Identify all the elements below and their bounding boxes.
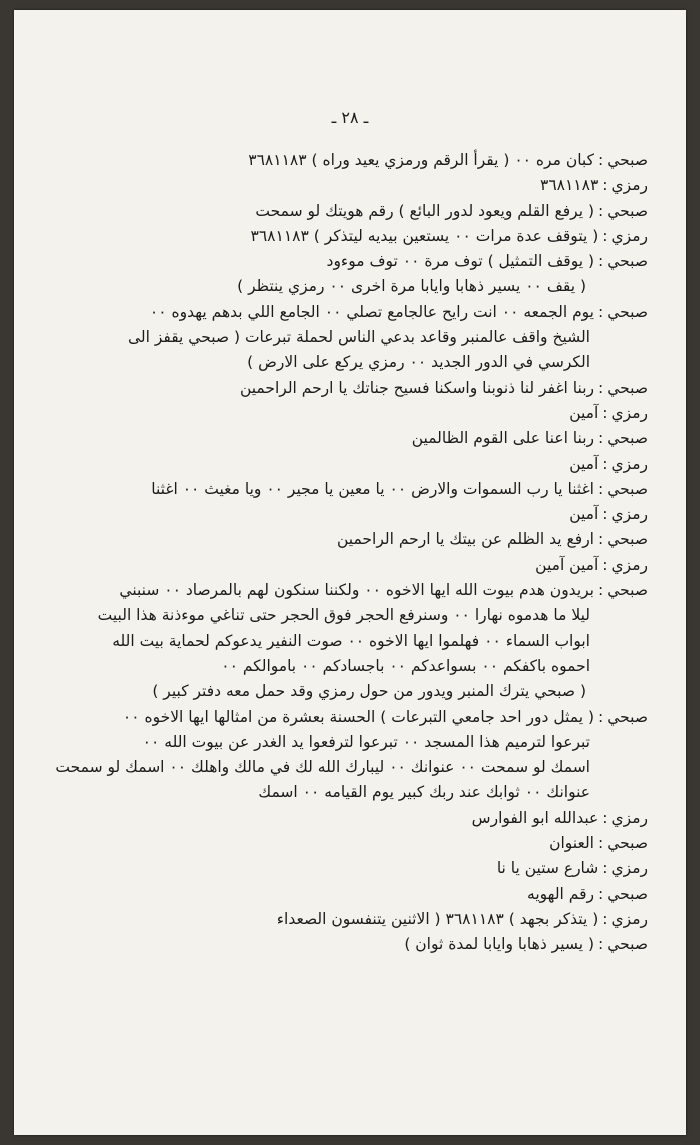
dialogue-line: صبحي:يوم الجمعه ٠٠ انت رايح عالجامع تصلي ٠٠ الجامع اللي بدهم يهدوه ٠٠	[84, 300, 648, 325]
speaker-name: رمزي	[611, 859, 648, 878]
speaker-name: صبحي	[607, 378, 648, 397]
paper-page	[14, 10, 686, 1135]
page-number: ـ ٢٨ ـ	[331, 108, 369, 127]
continuation-line: احموه باكفكم ٠٠ بسواعدكم ٠٠ باجسادكم ٠٠ باموالكم ٠٠	[221, 656, 590, 675]
speaker-name: صبحي	[607, 884, 648, 903]
line-text: آمين	[569, 454, 599, 473]
line-text: اغثنا يا رب السموات والارض ٠٠ يا معين يا مجير ٠٠ ويا مغيث ٠٠ اغثنا	[151, 479, 594, 498]
speaker-name: صبحي	[607, 707, 648, 726]
speaker-name: صبحي	[607, 201, 648, 220]
dialogue-line: صبحي:العنوان	[84, 831, 648, 856]
speaker-name: صبحي	[607, 935, 648, 954]
dialogue-line: رمزي:آمين آمين	[84, 553, 648, 578]
continuation-line: ابواب السماء ٠٠ فهلموا ايها الاخوه ٠٠ صوت النفير يدعوكم لحماية بيت الله	[112, 631, 590, 650]
dialogue-line: صبحي:كبان مره ٠٠ ( يقرأ الرقم ورمزي يعيد وراه ) ٣٦٨١١٨٣	[84, 148, 648, 173]
script-body	[55, 148, 648, 958]
continuation-line: عنوانك ٠٠ ثوابك عند ربك كبير يوم القيامه ٠٠ اسمك	[258, 783, 590, 802]
line-text: ( يسير ذهابا وايابا لمدة ثوان )	[404, 935, 594, 954]
dialogue-line: صبحي:ارفع يد الظلم عن بيتك يا ارحم الراحمين	[84, 527, 648, 552]
dialogue-line: رمزي:آمين	[84, 401, 648, 426]
line-text: بريدون هدم بيوت الله ايها الاخوه ٠٠ ولكننا سنكون لهم بالمرصاد ٠٠ سنبني	[119, 581, 594, 600]
line-text: ارفع يد الظلم عن بيتك يا ارحم الراحمين	[337, 530, 594, 549]
line-text: ( يرفع القلم ويعود لدور البائع ) رقم هويتك لو سمحت	[255, 201, 594, 220]
line-text: ربنا اغفر لنا ذنوبنا واسكنا فسيح جناتك يا ارحم الراحمين	[239, 378, 594, 397]
dialogue-line: رمزي:٣٦٨١١٨٣	[84, 173, 648, 198]
line-text: آمين	[569, 505, 599, 524]
dialogue-line: رمزي:( يتوقف عدة مرات ٠٠ يستعين بيديه ليتذكر ) ٣٦٨١١٨٣	[84, 224, 648, 249]
continuation-line: الشيخ واقف عالمنبر وقاعد بدعي الناس لحملة تبرعات ( صبحي يقفز الى	[127, 328, 590, 347]
speaker-name: صبحي	[607, 252, 648, 271]
line-text: ( يمثل دور احد جامعي التبرعات ) الحسنة بعشرة من امثالها ايها الاخوه ٠٠	[122, 707, 594, 726]
line-text: ( يتوقف عدة مرات ٠٠ يستعين بيديه ليتذكر ) ٣٦٨١١٨٣	[250, 226, 599, 245]
line-text: ٣٦٨١١٨٣	[540, 176, 599, 195]
speaker-name: رمزي	[611, 555, 648, 574]
speaker-name: صبحي	[607, 834, 648, 853]
line-text: شارع ستين يا نا	[496, 859, 599, 878]
speaker-name: رمزي	[611, 454, 648, 473]
line-text: عبدالله ابو الفوارس	[471, 808, 599, 827]
line-text: كبان مره ٠٠ ( يقرأ الرقم ورمزي يعيد وراه ) ٣٦٨١١٨٣	[248, 151, 594, 169]
speaker-name: رمزي	[611, 403, 648, 422]
dialogue-line: صبحي:اغثنا يا رب السموات والارض ٠٠ يا معين يا مجير ٠٠ ويا مغيث ٠٠ اغثنا	[84, 477, 648, 502]
speaker-name: صبحي	[607, 151, 648, 169]
dialogue-line: صبحي:ربنا اغفر لنا ذنوبنا واسكنا فسيح جناتك يا ارحم الراحمين	[84, 376, 648, 401]
stage-direction: ( صبحي يترك المنبر ويدور من حول رمزي وقد حمل معه دفتر كبير )	[152, 682, 586, 701]
line-text: رقم الهويه	[527, 884, 594, 903]
speaker-name: رمزي	[611, 909, 648, 928]
dialogue-line: رمزي:آمين	[84, 452, 648, 477]
dialogue-line: رمزي:( يتذكر بجهد ) ٣٦٨١١٨٣ ( الاثنين يتنفسون الصعداء	[84, 907, 648, 932]
dialogue-line: صبحي:رقم الهويه	[84, 882, 648, 907]
speaker-name: رمزي	[611, 505, 648, 524]
line-text: ( يتذكر بجهد ) ٣٦٨١١٨٣ ( الاثنين يتنفسون الصعداء	[276, 909, 599, 928]
dialogue-line: صبحي:( يرفع القلم ويعود لدور البائع ) رقم هويتك لو سمحت	[84, 199, 648, 224]
line-text: العنوان	[549, 834, 594, 853]
continuation-line: ليلا ما هدموه نهارا ٠٠ وسنرفع الحجر فوق الحجر حتى تناغي موءذنة هذا البيت	[97, 606, 590, 625]
speaker-name: رمزي	[611, 808, 648, 827]
dialogue-line: صبحي:ربنا اعنا على القوم الظالمين	[84, 426, 648, 451]
stage-direction: ( يقف ٠٠ يسير ذهابا وايابا مرة اخرى ٠٠ رمزي ينتظر )	[237, 277, 586, 296]
continuation-line: اسمك لو سمحت ٠٠ عنوانك ٠٠ ليبارك الله لك في مالك واهلك ٠٠ اسمك لو سمحت	[55, 758, 590, 777]
speaker-name: رمزي	[611, 226, 648, 245]
line-text: آمين آمين	[535, 555, 599, 574]
dialogue-line: صبحي:بريدون هدم بيوت الله ايها الاخوه ٠٠ ولكننا سنكون لهم بالمرصاد ٠٠ سنبني	[84, 578, 648, 603]
line-text: ربنا اعنا على القوم الظالمين	[411, 429, 594, 448]
continuation-line: الكرسي في الدور الجديد ٠٠ رمزي يركع على الارض )	[247, 353, 590, 372]
line-text: آمين	[569, 403, 599, 422]
speaker-name: صبحي	[607, 581, 648, 600]
speaker-name: صبحي	[607, 429, 648, 448]
continuation-line: تبرعوا لترميم هذا المسجد ٠٠ تبرعوا لترفعوا يد الغدر عن بيوت الله ٠٠	[142, 732, 590, 751]
speaker-name: صبحي	[607, 530, 648, 549]
speaker-name: صبحي	[607, 479, 648, 498]
line-text: يوم الجمعه ٠٠ انت رايح عالجامع تصلي ٠٠ الجامع اللي بدهم يهدوه ٠٠	[149, 302, 594, 321]
speaker-name: صبحي	[607, 302, 648, 321]
dialogue-line: رمزي:عبدالله ابو الفوارس	[84, 806, 648, 831]
dialogue-line: رمزي:آمين	[84, 502, 648, 527]
dialogue-line: صبحي:( يمثل دور احد جامعي التبرعات ) الحسنة بعشرة من امثالها ايها الاخوه ٠٠	[84, 705, 648, 730]
dialogue-line: صبحي:( يسير ذهابا وايابا لمدة ثوان )	[84, 932, 648, 957]
speaker-name: رمزي	[611, 176, 648, 195]
line-text: ( يوقف التمثيل ) توف مرة ٠٠ توف موءود	[326, 252, 594, 271]
dialogue-line: رمزي:شارع ستين يا نا	[84, 856, 648, 881]
dialogue-line: صبحي:( يوقف التمثيل ) توف مرة ٠٠ توف موءود	[84, 249, 648, 274]
